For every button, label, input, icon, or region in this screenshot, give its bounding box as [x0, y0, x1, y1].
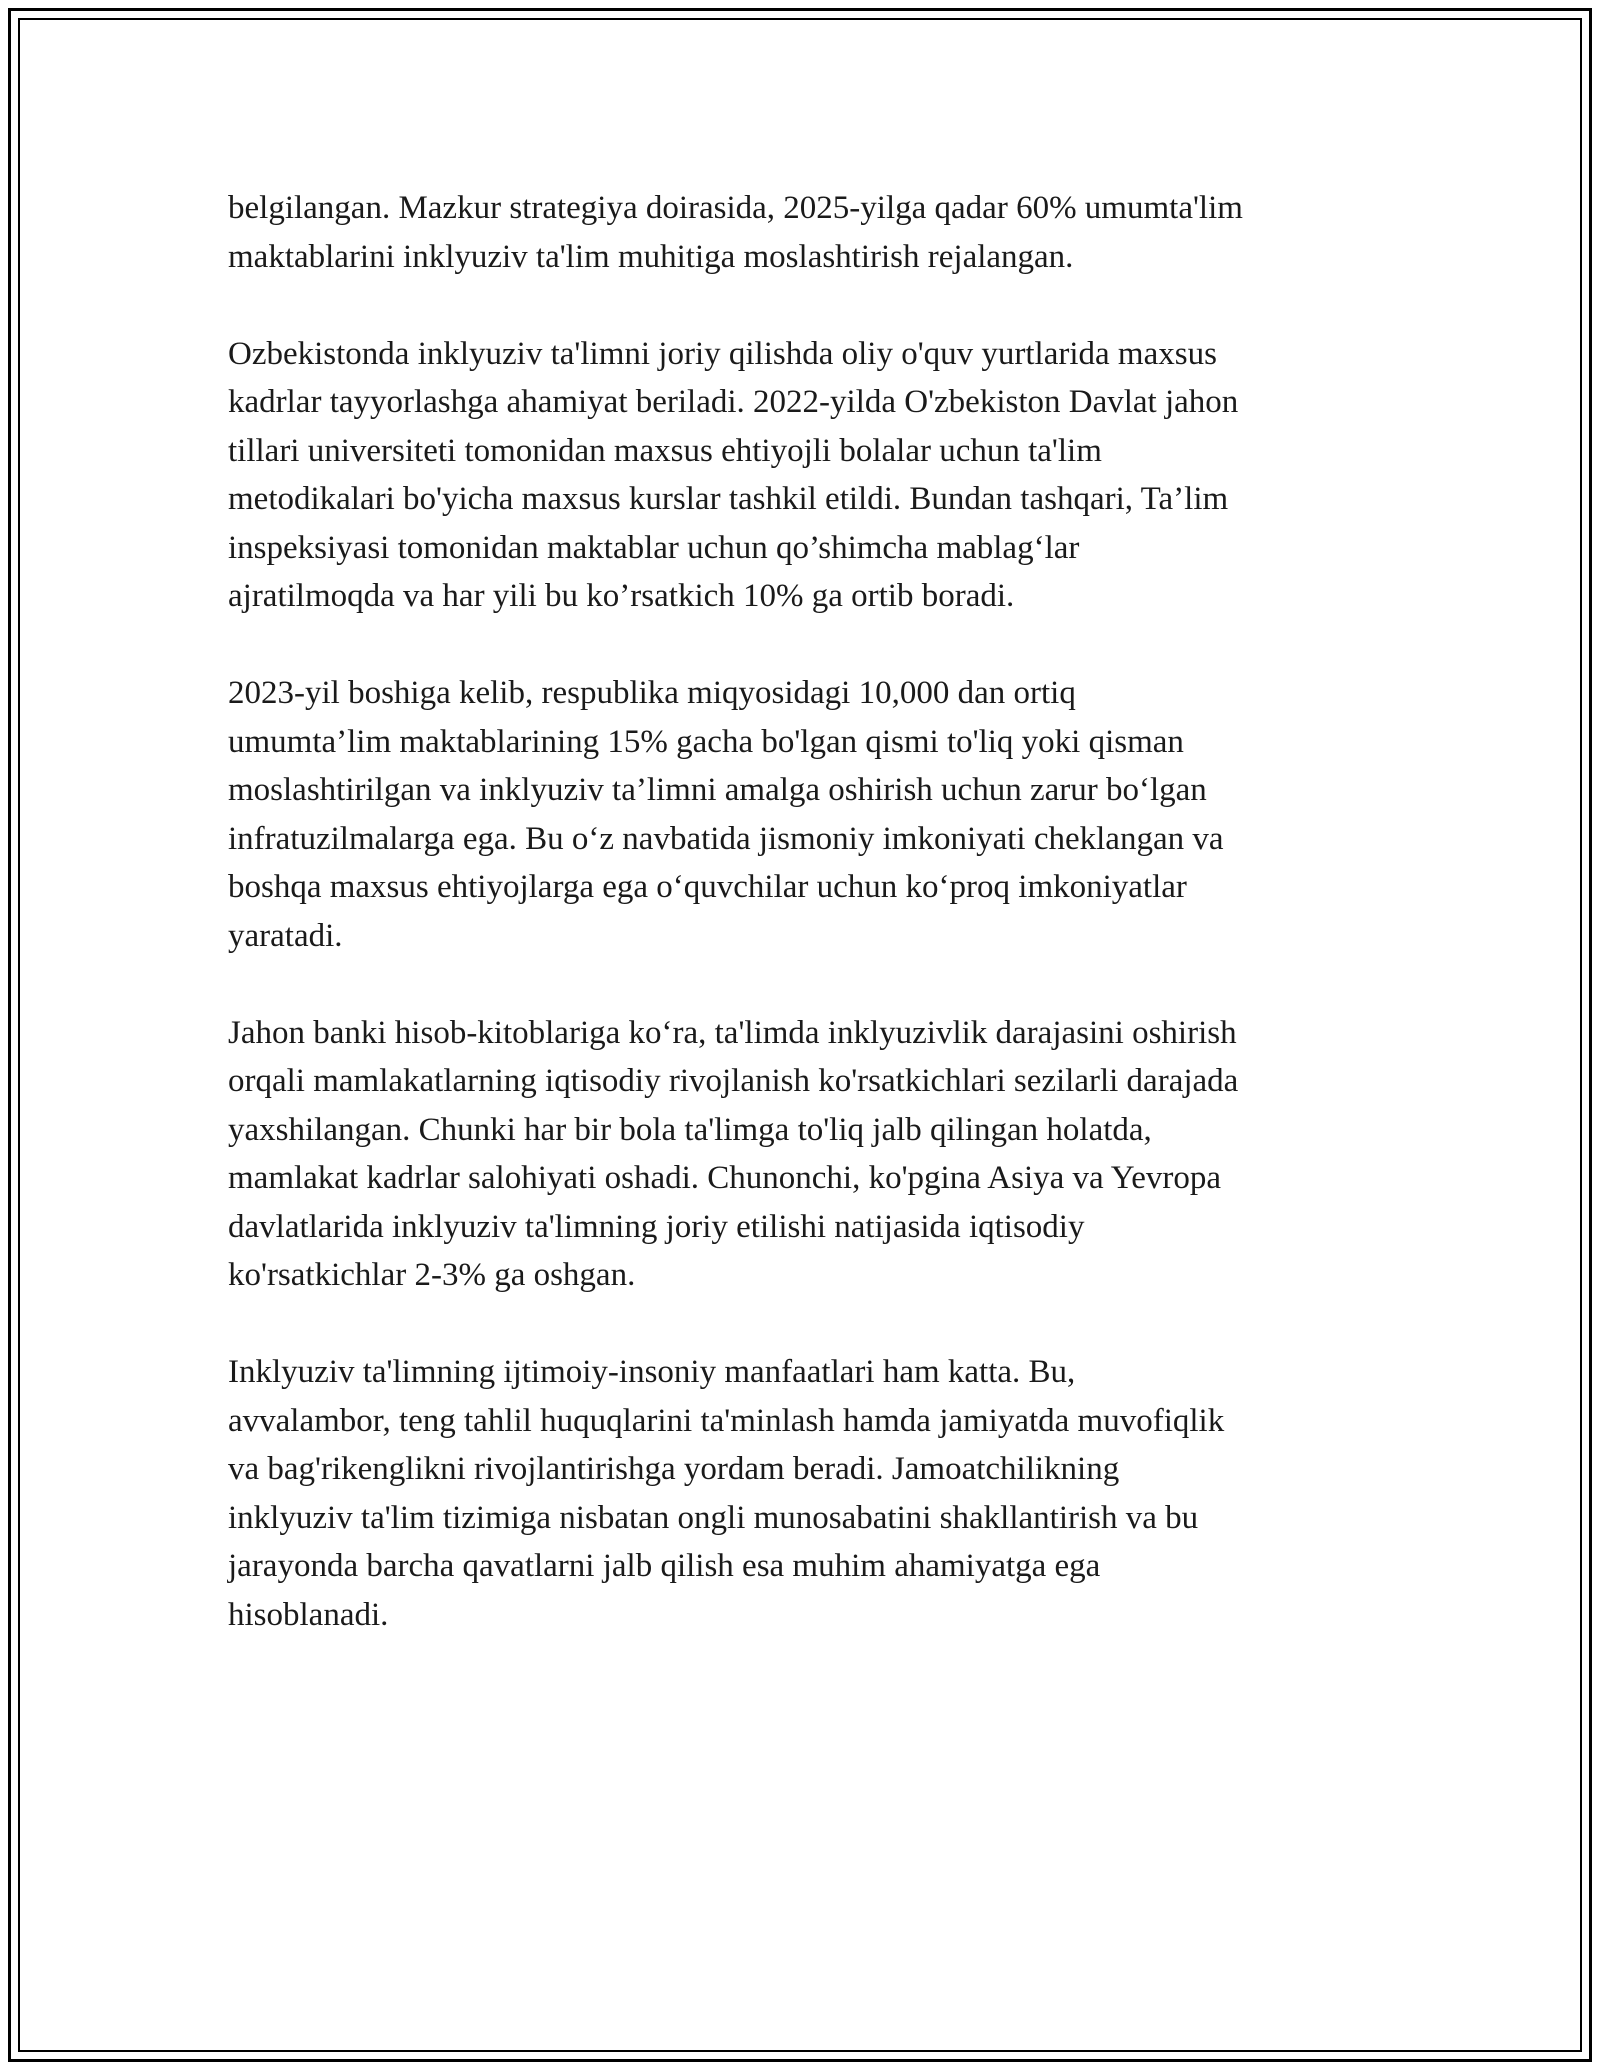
text-line: Ozbekistonda inklyuziv ta'limni joriy qilishda oliy o'quv yurtlarida maxsus [228, 335, 1217, 372]
text-line: jarayonda barcha qavatlarni jalb qilish esa muhim ahamiyatga ega [228, 1548, 1101, 1584]
text-line: mamlakat kadrlar salohiyati oshadi. Chunonchi, ko'pgina Asiya va Yevropa [228, 1160, 1222, 1196]
text-line: umumta’lim maktablarining 15% gacha bo'lgan qismi to'liq yoki qisman [228, 723, 1184, 760]
text-line: Inklyuziv ta'limning ijtimoiy-insoniy manfaatlari ham katta. Bu, [228, 1354, 1076, 1390]
text-line: davlatlarida inklyuziv ta'limning joriy etilishi natijasida iqtisodiy [228, 1208, 1085, 1245]
paragraph-3 [228, 669, 1388, 960]
text-line: va bag'rikenglikni rivojlantirishga yordam beradi. Jamoatchilikning [228, 1451, 1120, 1487]
text-line: Jahon banki hisob-kitoblariga ko‘ra, ta'limda inklyuzivlik darajasini oshirish [228, 1014, 1237, 1051]
document-body [228, 184, 1388, 1688]
text-line: orqali mamlakatlarning iqtisodiy rivojlanish ko'rsatkichlari sezilarli darajada [228, 1063, 1239, 1099]
text-line: infratuzilmalarga ega. Bu o‘z navbatida jismoniy imkoniyati cheklangan va [228, 820, 1224, 857]
paragraph-5 [228, 1348, 1388, 1639]
text-line: hisoblanadi. [228, 1596, 389, 1633]
text-line: yaratadi. [228, 917, 343, 954]
paragraph-4 [228, 1009, 1388, 1300]
paragraph-1 [228, 184, 1388, 281]
text-line: tillari universiteti tomonidan maxsus ehtiyojli bolalar uchun ta'lim [228, 432, 1102, 469]
text-line: boshqa maxsus ehtiyojlarga ega o‘quvchilar uchun ko‘proq imkoniyatlar [228, 869, 1187, 905]
text-line: kadrlar tayyorlashga ahamiyat beriladi. 2022-yilda O'zbekiston Davlat jahon [228, 384, 1239, 420]
text-line: avvalambor, teng tahlil huquqlarini ta'minlash hamda jamiyatda muvofiqlik [228, 1402, 1225, 1439]
text-line: yaxshilangan. Chunki har bir bola ta'limga to'liq jalb qilingan holatda, [228, 1111, 1152, 1148]
text-line: belgilangan. Mazkur strategiya doirasida, 2025-yilga qadar 60% umumta'lim [228, 190, 1243, 226]
text-line: metodikalari bo'yicha maxsus kurslar tashkil etildi. Bundan tashqari, Ta’lim [228, 481, 1229, 517]
paragraph-2 [228, 330, 1388, 621]
text-line: inklyuziv ta'lim tizimiga nisbatan ongli munosabatini shakllantirish va bu [228, 1499, 1199, 1536]
text-line: maktablarini inklyuziv ta'lim muhitiga moslashtirish rejalangan. [228, 238, 1074, 275]
text-line: ajratilmoqda va har yili bu ko’rsatkich 10% ga ortib boradi. [228, 578, 1015, 614]
text-line: ko'rsatkichlar 2-3% ga oshgan. [228, 1257, 636, 1293]
text-line: inspeksiyasi tomonidan maktablar uchun qo’shimcha mablag‘lar [228, 529, 1080, 566]
text-line: 2023-yil boshiga kelib, respublika miqyosidagi 10,000 dan ortiq [228, 675, 1076, 711]
text-line: moslashtirilgan va inklyuziv ta’limni amalga oshirish uchun zarur bo‘lgan [228, 772, 1207, 808]
